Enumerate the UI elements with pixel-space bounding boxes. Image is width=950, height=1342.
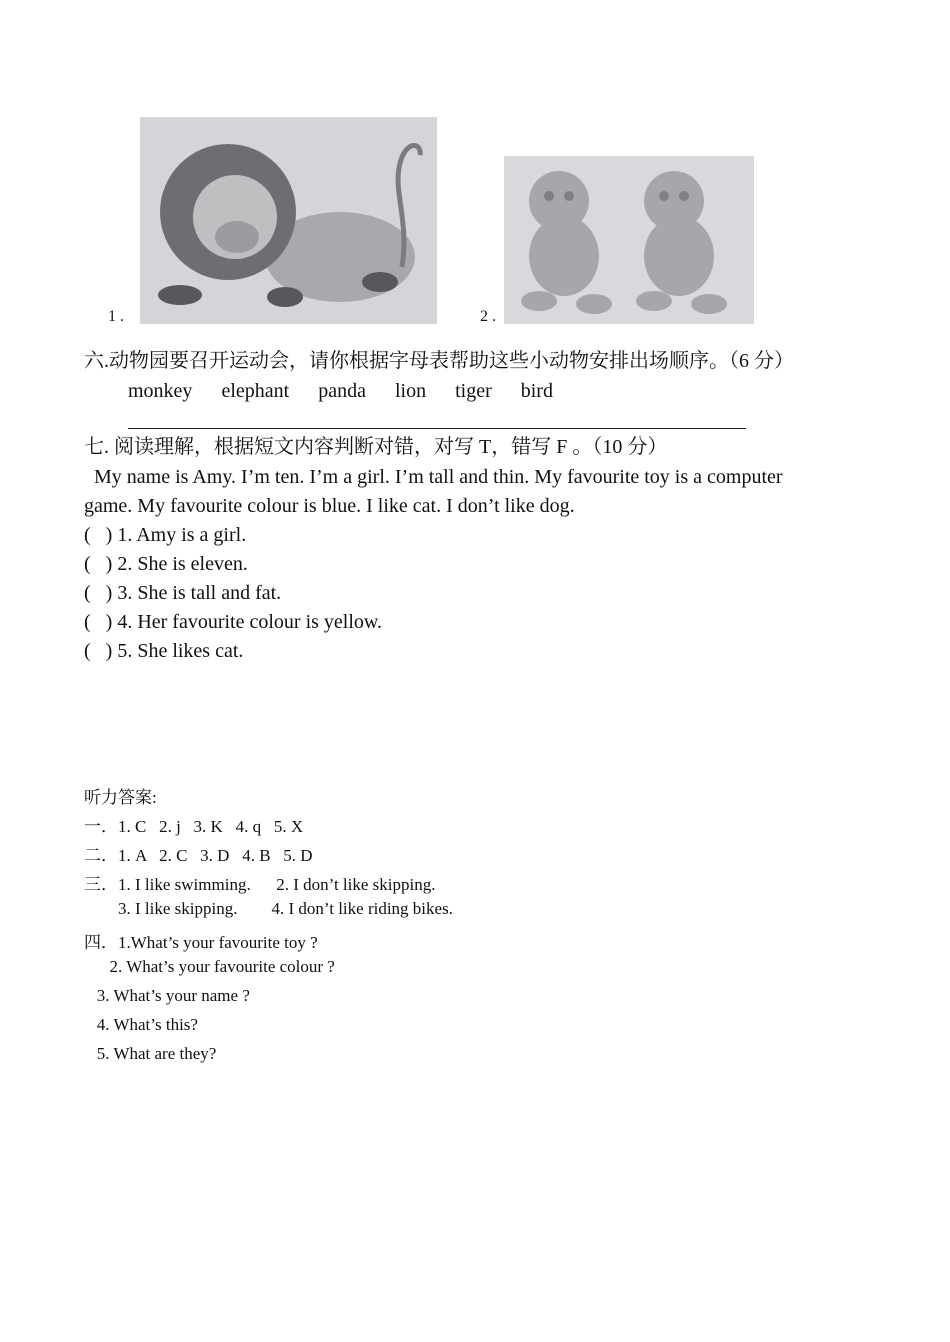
picture-1-label: 1 . xyxy=(108,308,124,325)
answer-line-8: 4. What’s this? xyxy=(84,1015,198,1034)
answer-line xyxy=(128,428,746,429)
animal-word: monkey xyxy=(128,380,193,402)
answer-line-1: 一．1. C 2. j 3. K 4. q 5. X xyxy=(84,817,304,836)
animal-word: lion xyxy=(394,380,427,402)
answer-line-7: 3. What’s your name ? xyxy=(84,986,250,1005)
question-item: ( ) 1. Amy is a girl. xyxy=(84,524,247,546)
animal-word: panda xyxy=(318,380,366,402)
animal-word: elephant xyxy=(221,380,290,402)
question-item: ( ) 3. She is tall and fat. xyxy=(84,582,282,604)
answer-line-3: 三．1. I like swimming. 2. I don’t like skipping. xyxy=(84,875,436,894)
passage-line-1: My name is Amy. I’m ten. I’m a girl. I’m tall and thin. My favourite toy is a computer xyxy=(84,466,783,488)
question-item: ( ) 5. She likes cat. xyxy=(84,640,244,662)
section-6-heading: 六.动物园要召开运动会，请你根据字母表帮助这些小动物安排出场顺序。（6 分） xyxy=(84,350,794,372)
answer-line-6: 2. What’s your favourite colour ? xyxy=(84,957,335,976)
lion-image xyxy=(140,117,437,324)
answer-line-2: 二．1. A 2. C 3. D 4. B 5. D xyxy=(84,846,313,865)
question-item: ( ) 2. She is eleven. xyxy=(84,553,248,575)
answers-title: 听力答案: xyxy=(84,788,157,807)
picture-2-label: 2 . xyxy=(480,308,496,325)
section-7-heading: 七. 阅读理解，根据短文内容判断对错，对写 T，错写 F 。（10 分） xyxy=(84,436,668,458)
passage-line-2: game. My favourite colour is blue. I like cat. I don’t like dog. xyxy=(84,495,575,517)
answer-line-4: 3. I like skipping. 4. I don’t like riding bikes. xyxy=(84,899,453,918)
animal-word: tiger xyxy=(455,380,492,402)
question-item: ( ) 4. Her favourite colour is yellow. xyxy=(84,611,383,633)
answer-line-5: 四．1.What’s your favourite toy ? xyxy=(84,933,318,952)
animal-word: bird xyxy=(520,380,553,402)
animal-word-list xyxy=(128,377,577,406)
bears-image xyxy=(504,156,754,324)
answer-line-9: 5. What are they? xyxy=(84,1044,217,1063)
